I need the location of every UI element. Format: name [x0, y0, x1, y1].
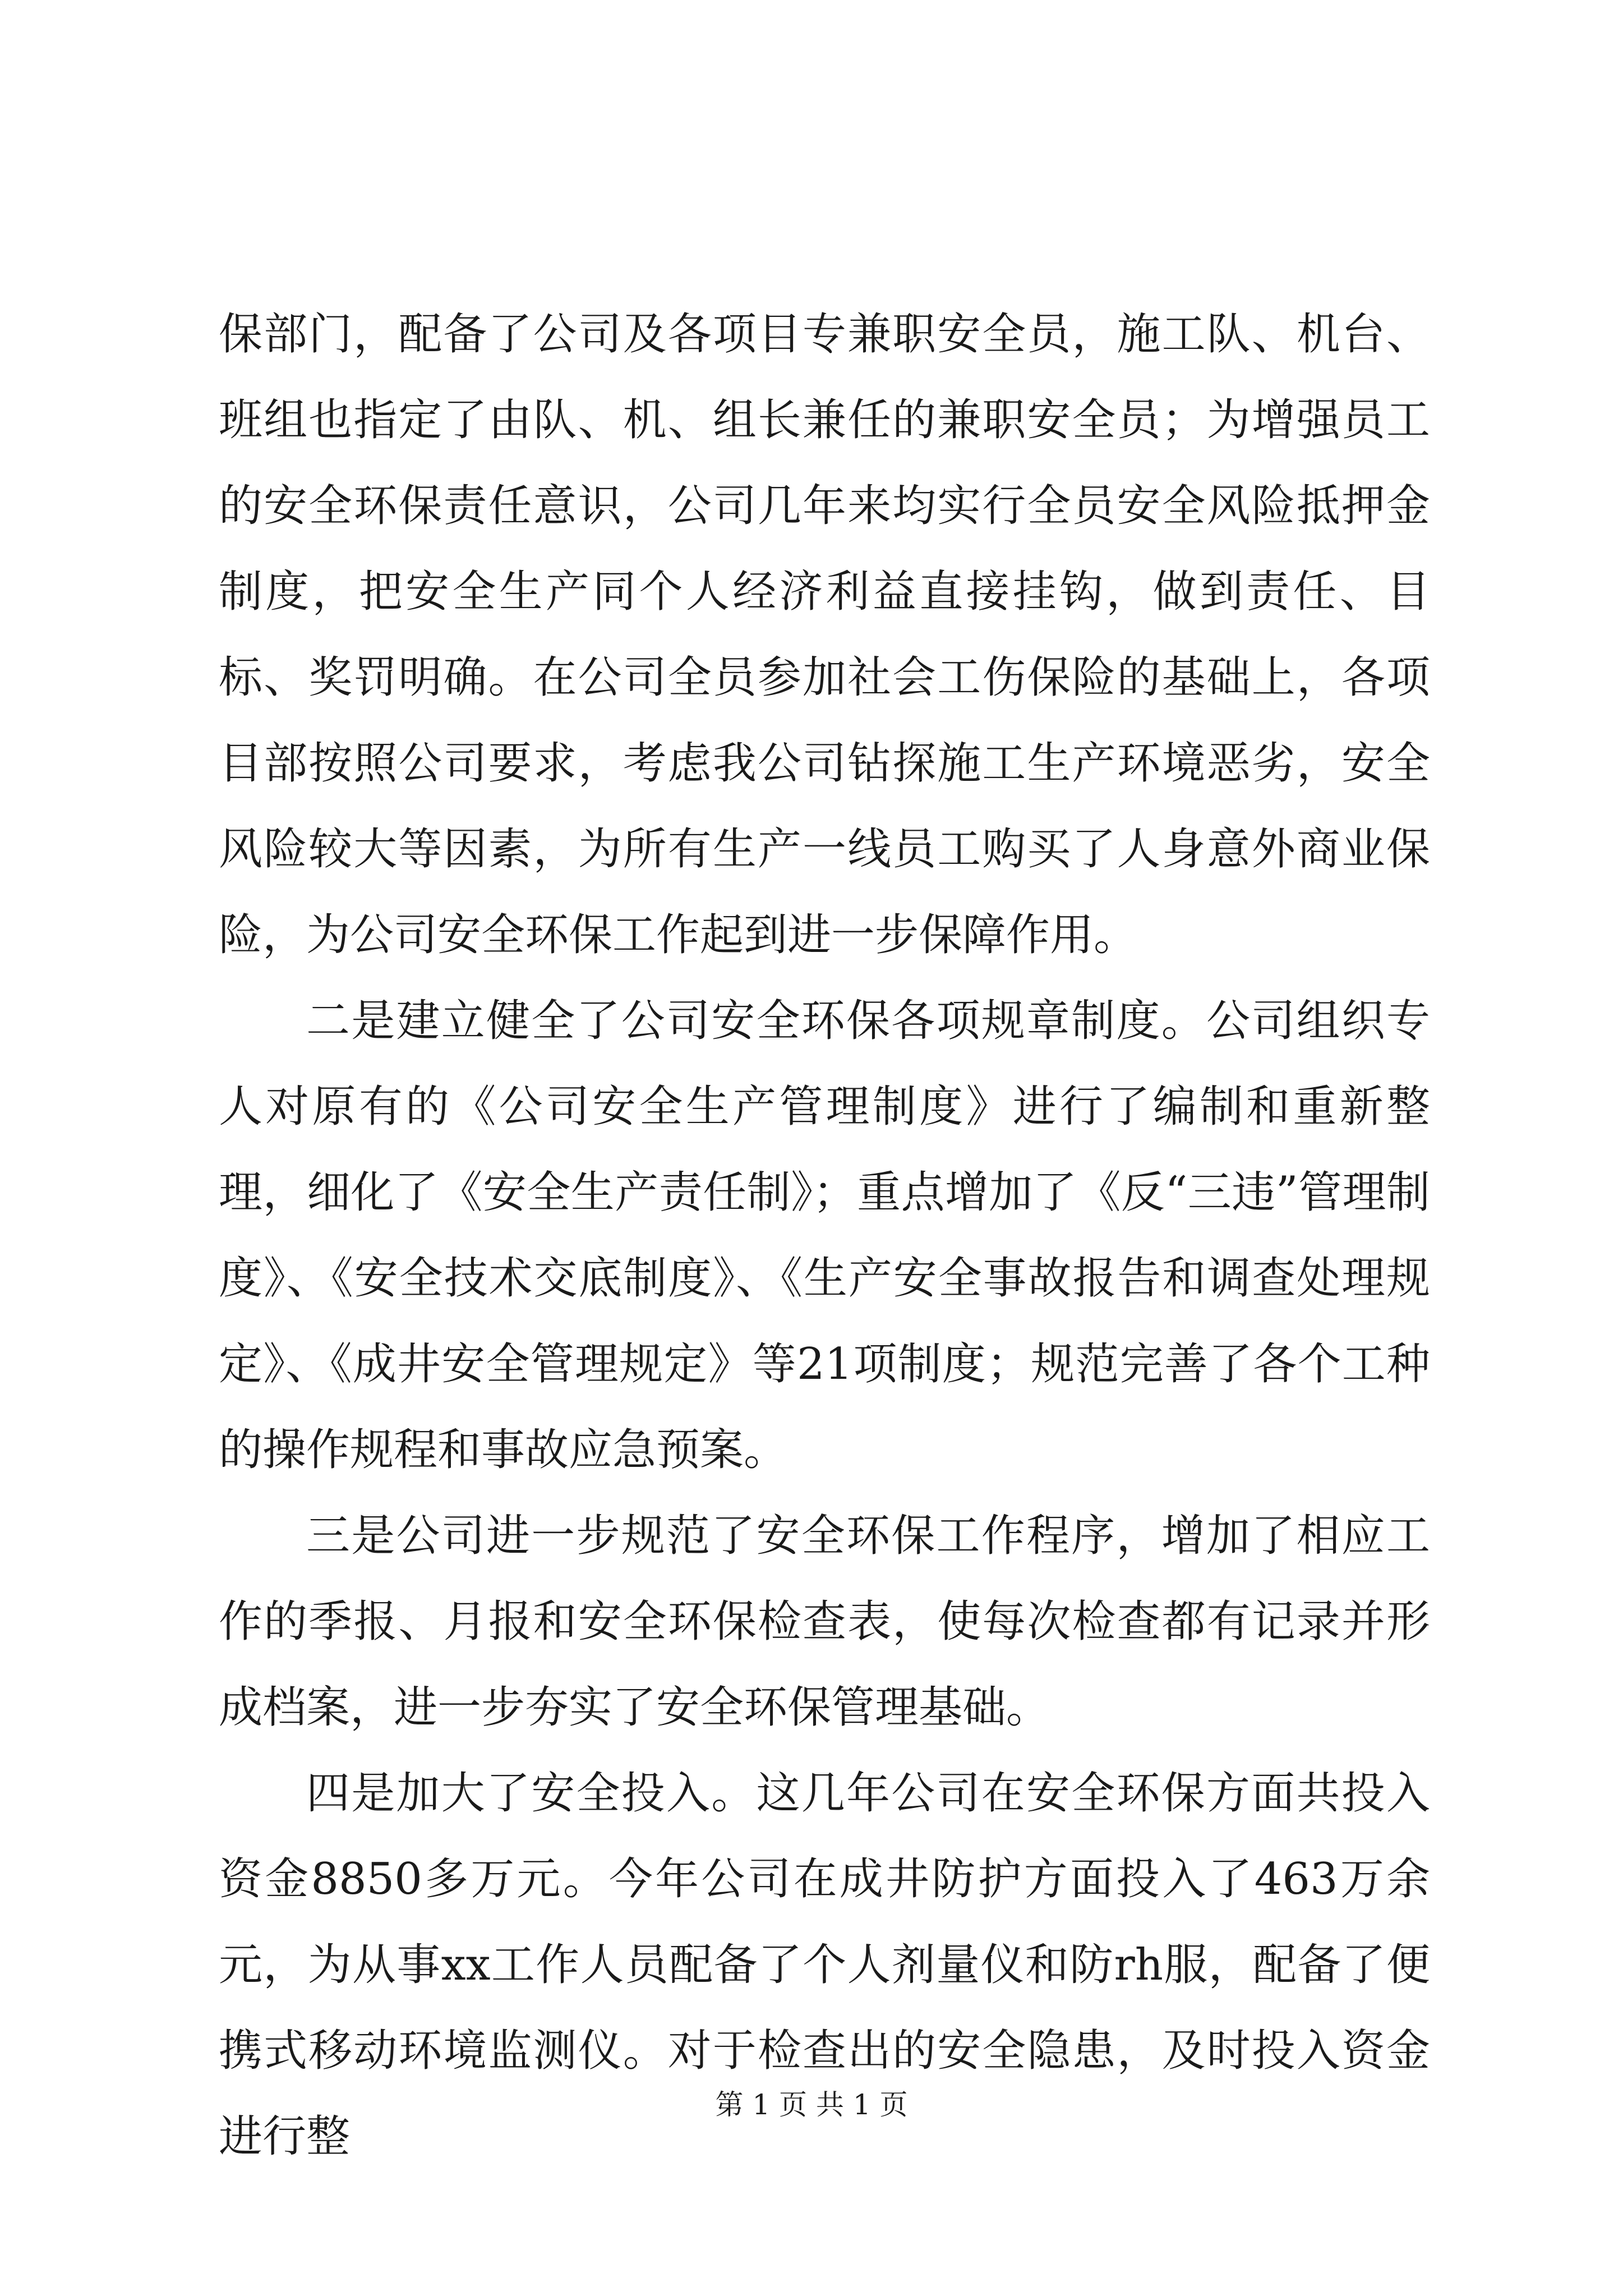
page-footer — [0, 2088, 1623, 2122]
paragraph-4: 四是加大了安全投入。这几年公司在安全环保方面共投入资金8850多万元。今年公司在成井防护方面投入了463万余元，为从事xx工作人员配备了个人剂量仪和防rh服，配备了便携式移动环境监测仪。对于检查出的安全隐患，及时投入资金进行整 — [219, 1768, 1430, 2162]
document-body — [219, 292, 1430, 2180]
paragraph-3: 三是公司进一步规范了安全环保工作程序，增加了相应工作的季报、月报和安全环保检查表，使每次检查都有记录并形成档案，进一步夯实了安全环保管理基础。 — [219, 1511, 1430, 1733]
paragraph-1: 保部门，配备了公司及各项目专兼职安全员，施工队、机台、班组也指定了由队、机、组长兼任的兼职安全员；为增强员工的安全环保责任意识，公司几年来均实行全员安全风险抵押金制度，把安全生产同个人经济利益直接挂钩，做到责任、目标、奖罚明确。在公司全员参加社会工伤保险的基础上，各项目部按照公司要求，考虑我公司钻探施工生产环境恶劣，安全风险较大等因素，为所有生产一线员工购买了人身意外商业保险，为公司安全环保工作起到进一步保障作用。 — [219, 309, 1430, 960]
page-number: 第 1 页 共 1 页 — [715, 2088, 908, 2121]
paragraph-2: 二是建立健全了公司安全环保各项规章制度。公司组织专人对原有的《公司安全生产管理制度》进行了编制和重新整理，细化了《安全生产责任制》；重点增加了《反“三违”管理制度》、《安全技术交底制度》、《生产安全事故报告和调查处理规定》、《成井安全管理规定》等21项制度；规范完善了各个工种的操作规程和事故应急预案。 — [219, 996, 1430, 1475]
